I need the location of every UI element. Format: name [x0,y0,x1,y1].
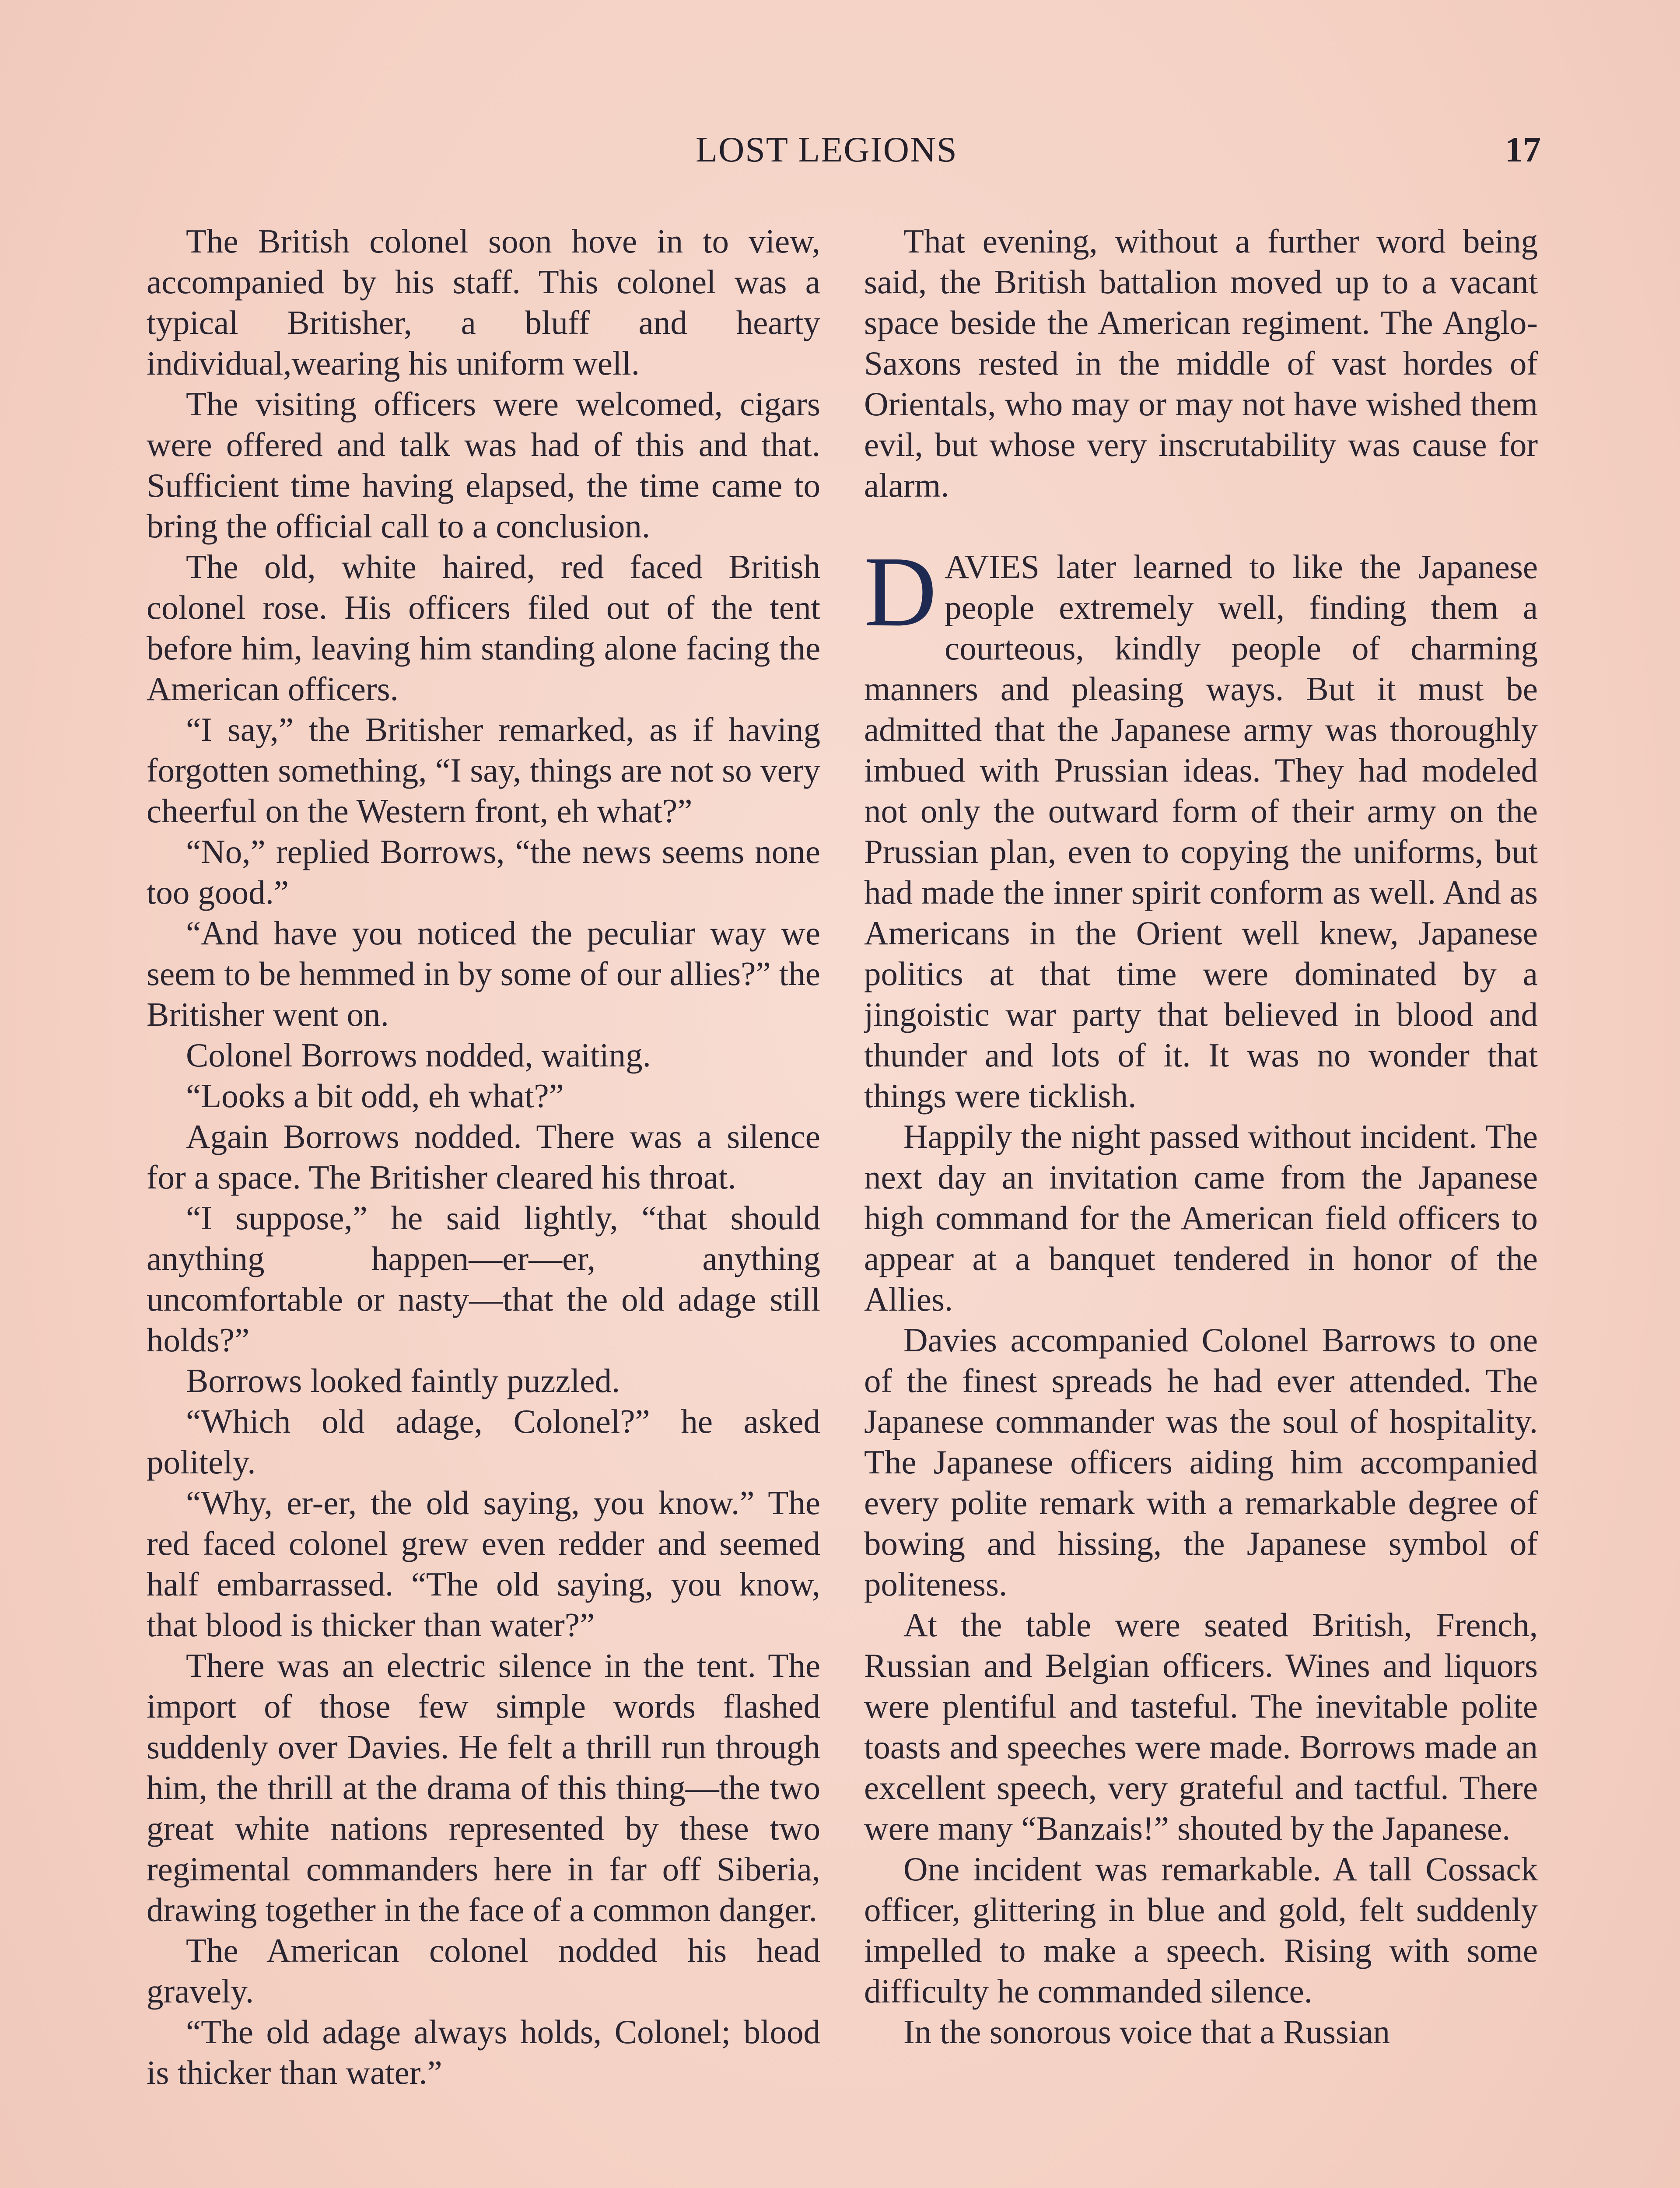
paragraph: “And have you noticed the peculiar way we seem to be hemmed in by some of our allies?” the Britisher went on. [147,914,820,1033]
paragraph: “The old adage always holds, Colonel; blood is thicker than water.” [147,2013,820,2091]
paragraph: Borrows looked faintly puzzled. [186,1362,620,1399]
paragraph: There was an electric silence in the tent. The import of those few simple words flashed suddenly over Davies. He felt a thrill run through him, the thrill at the drama of this thing—the two great white nations represented by these two regimental commanders here in far off Siberia, drawing together in the face of a common danger. [147,1647,820,1929]
left-column [147,221,820,2188]
paragraph: In the sonorous voice that a Russian [903,2013,1390,2051]
paragraph: “Looks a bit odd, eh what?” [186,1077,564,1115]
paragraph: The old, white haired, red faced British colonel rose. His officers filed out of the tent before him, leaving him standing alone facing the American officers. [147,548,820,708]
paragraph: The British colonel soon hove in to view, accompanied by his staff. This colonel was a typical Britisher, a bluff and hearty individual,wearing his uniform well. [147,222,820,382]
paragraph: Davies accompanied Colonel Barrows to one of the finest spreads he had ever attended. The Japanese commander was the soul of hospitality. The Japanese officers aiding him accompanied every polite remark with a remarkable degree of bowing and hissing, the Japanese symbol of politeness. [864,1321,1538,1603]
paragraph: Colonel Borrows nodded, waiting. [186,1036,651,1074]
paragraph: “I suppose,” he said lightly, “that should anything happen—er—er, anything uncomfortable or nasty—that the old adage still holds?” [147,1199,820,1359]
section-opening-paragraph [864,536,1538,1116]
paragraph: That evening, without a further word being said, the British battalion moved up to a vacant space beside the American regiment. The Anglo-Saxons rested in the middle of vast hordes of Orientals, who may or may not have wished them evil, but whose very inscrutability was cause for alarm. [864,222,1538,504]
paragraph: One incident was remarkable. A tall Cossack officer, glittering in blue and gold, felt suddenly impelled to make a speech. Rising with some difficulty he commanded silence. [864,1850,1538,2010]
paragraph: The American colonel nodded his head gravely. [147,1932,820,2010]
paragraph: “I say,” the Britisher remarked, as if having forgotten something, “I say, things are not so very cheerful on the Western front, eh what?” [147,711,820,830]
paragraph: The visiting officers were welcomed, cigars were offered and talk was had of this and that. Sufficient time having elapsed, the time came to bring the official call to a conclusion. [147,385,820,545]
page-number: 17 [1505,130,1541,169]
drop-cap: D [864,536,937,647]
paragraph: Again Borrows nodded. There was a silence for a space. The Britisher cleared his throat. [147,1118,820,1196]
paragraph: “Which old adage, Colonel?” he asked politely. [147,1403,820,1481]
paragraph: Happily the night passed without incident. The next day an invitation came from the Japanese high command for the American field officers to appear at a banquet tendered in honor of the Allies. [864,1118,1538,1318]
running-header: LOST LEGIONS [696,130,958,169]
paragraph: “No,” replied Borrows, “the news seems none too good.” [147,833,820,911]
paragraph: At the table were seated British, French, Russian and Belgian officers. Wines and liquors were plentiful and tasteful. The inevitable polite toasts and speeches were made. Borrows made an excellent speech, very grateful and tactful. There were many “Banzais!” shouted by the Japanese. [864,1606,1538,1847]
section-paragraph-text: AVIES later learned to like the Japanese people extremely well, finding them a courteous, kindly people of charming manners and pleasing ways. But it must be admitted that the Japanese army was thoroughly imbued with Prussian ideas. They had modeled not only the outward form of their army on the Prussian plan, even to copying the uniforms, but had made the inner spirit conform as well. And as Americans in the Orient well knew, Japanese politics at that time were dominated by a jingoistic war party that believed in blood and thunder and lots of it. It was no wonder that things were ticklish. [864,548,1538,1115]
right-column [864,221,1538,2188]
paragraph: “Why, er-er, the old saying, you know.” The red faced colonel grew even redder and seemed half embarrassed. “The old saying, you know, that blood is thicker than water?” [147,1484,820,1644]
